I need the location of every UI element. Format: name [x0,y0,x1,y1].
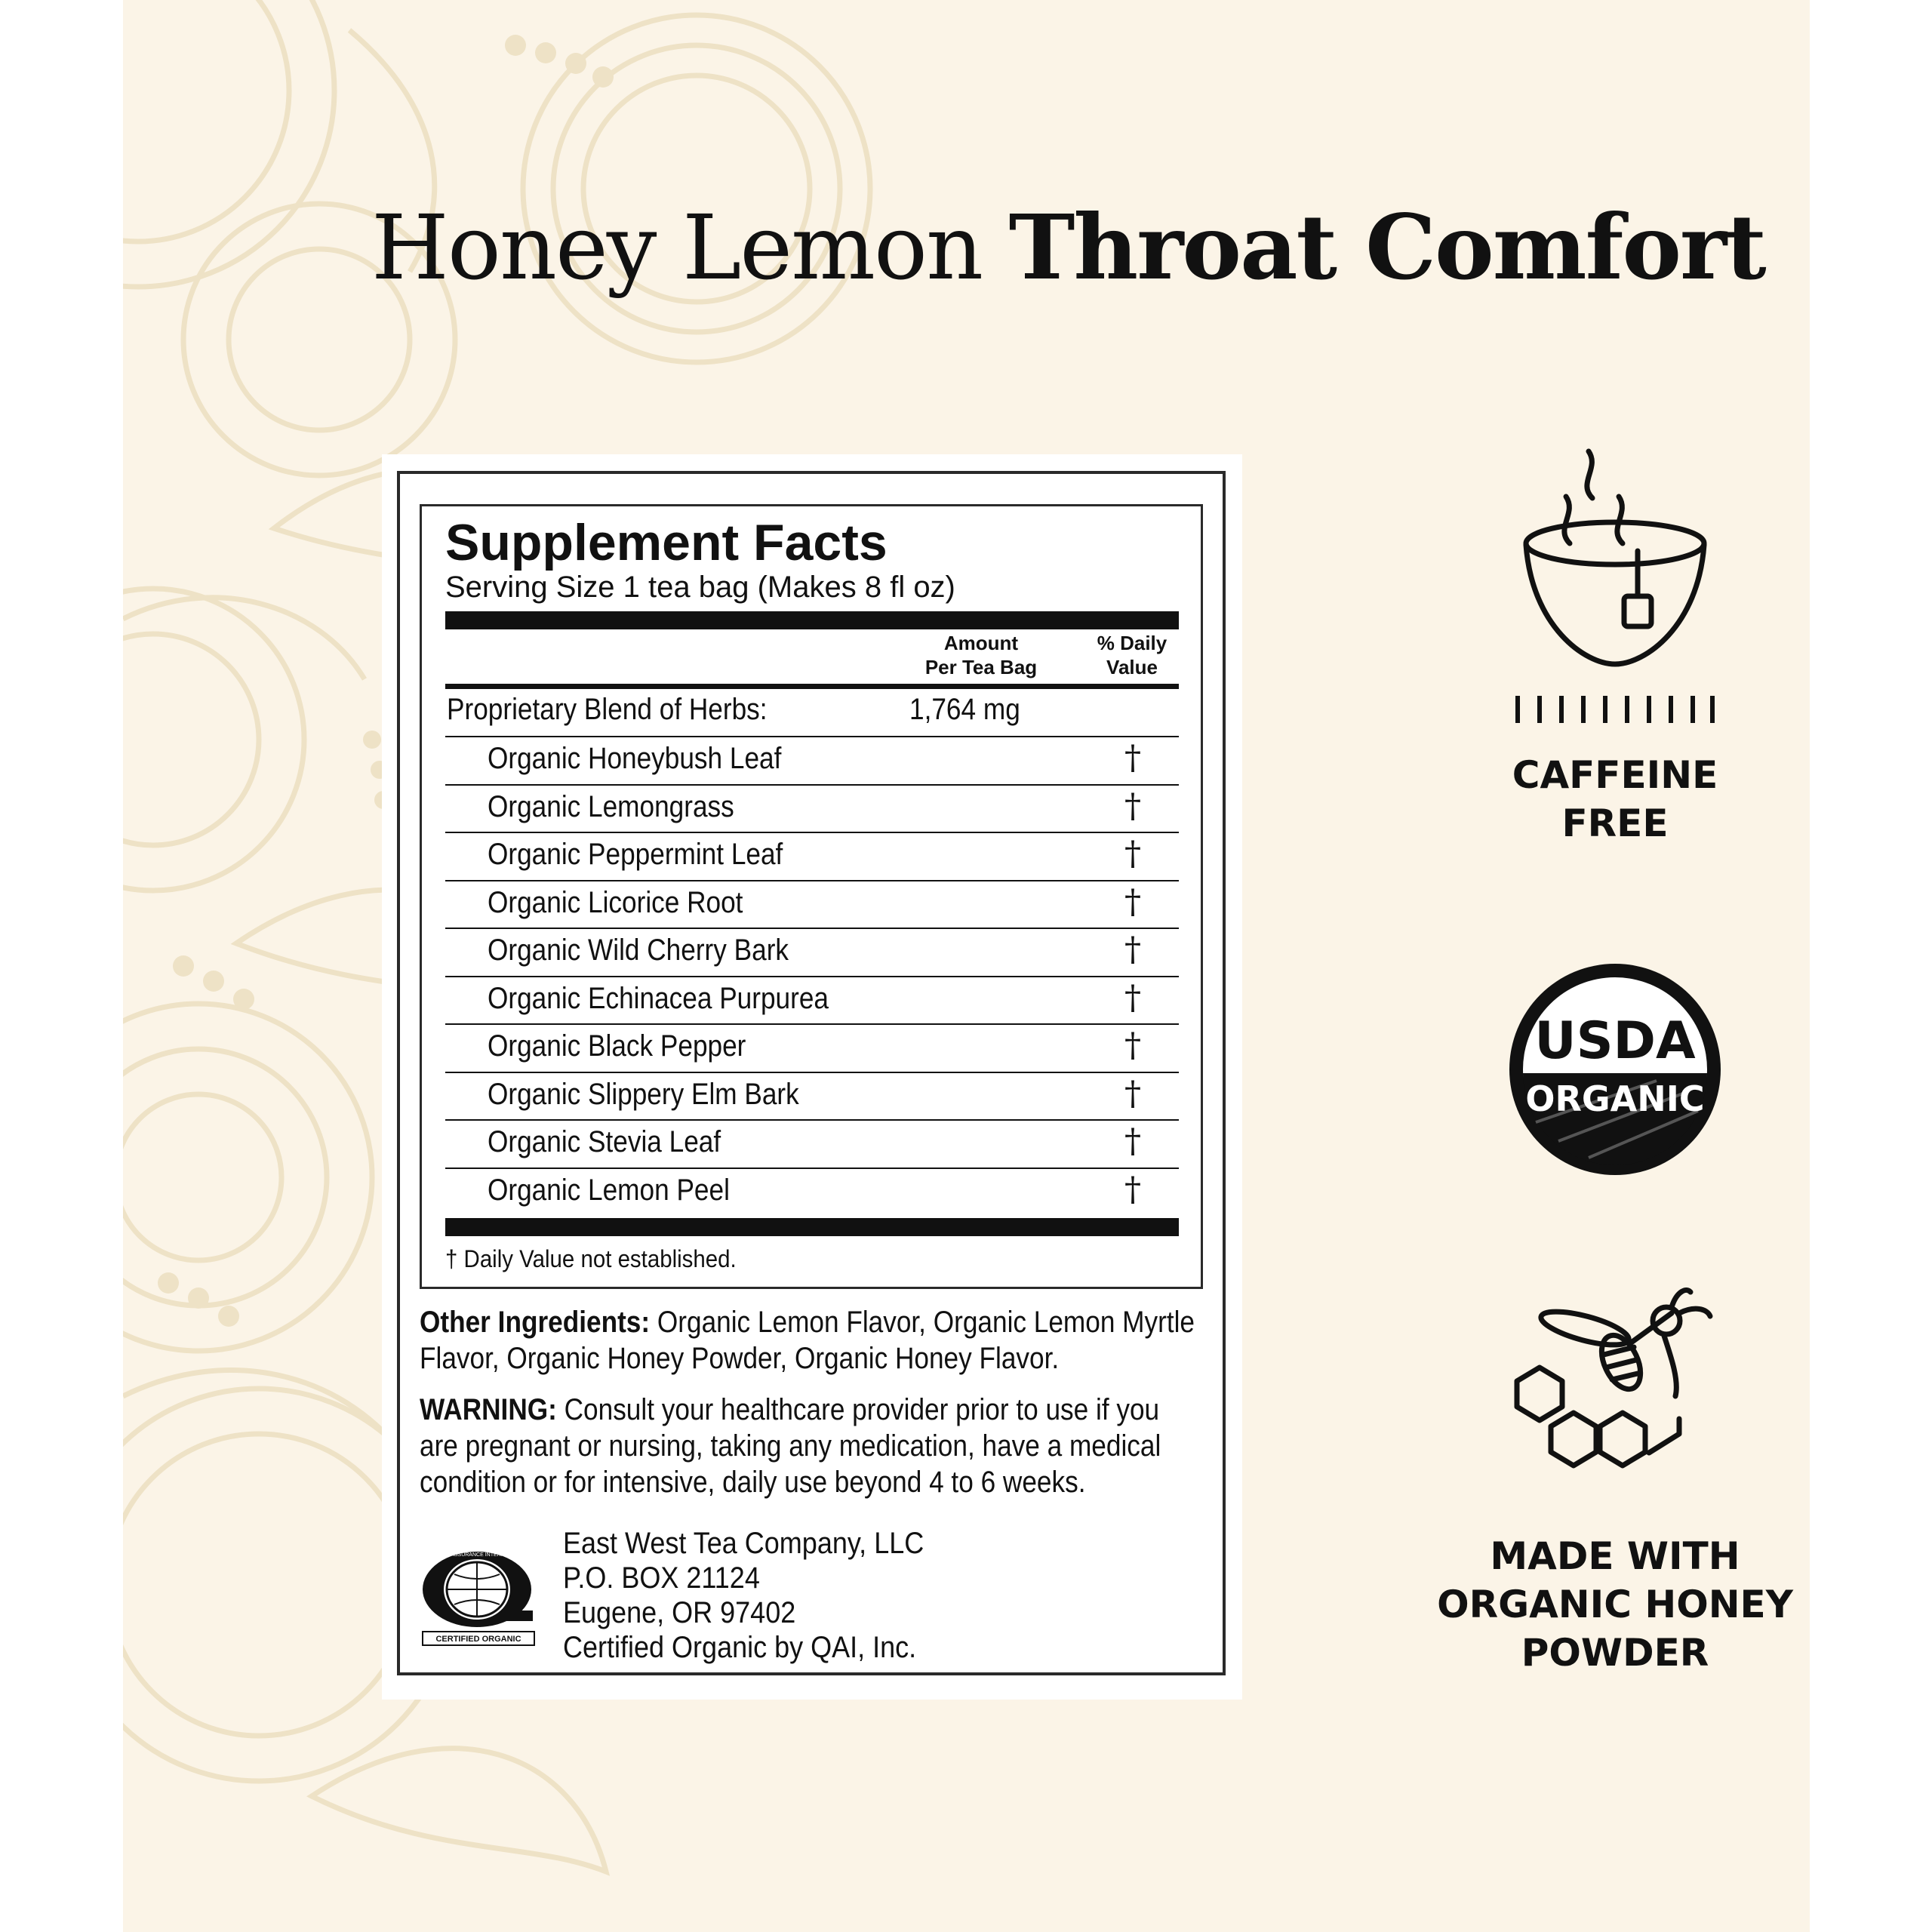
ingredient-name: Organic Lemon Peel [488,1173,730,1207]
other-ingredients-label: Other Ingredients: [420,1306,651,1339]
ingredient-name: Organic Stevia Leaf [488,1125,721,1158]
supplement-facts-heading: Supplement Facts [445,514,888,571]
serving-size: Serving Size 1 tea bag (Makes 8 fl oz) [445,571,955,604]
ingredient-divider [445,976,1179,977]
title-bold: Throat Comfort [1008,195,1765,300]
ingredient-daily-value: † [1124,739,1141,777]
ingredient-name: Organic Slippery Elm Bark [488,1077,799,1111]
caffeine-free-bars-decoration [1513,694,1717,724]
ingredient-name: Organic Echinacea Purpurea [488,981,829,1015]
ingredient-daily-value: † [1124,882,1141,921]
warning [420,1392,1197,1500]
ingredient-daily-value: † [1124,1074,1141,1113]
organic-text: ORGANIC [1525,1078,1705,1119]
qai-seal-icon [421,1550,542,1648]
ingredient-name: Organic Honeybush Leaf [488,742,782,775]
column-header-daily-value: % Daily Value [1097,632,1168,678]
usda-organic-seal-icon [1506,960,1724,1179]
ingredient-name: Organic Black Pepper [488,1029,746,1063]
ingredient-divider [445,1119,1179,1121]
ingredient-divider [445,1168,1179,1169]
ingredient-name: Organic Wild Cherry Bark [488,934,789,967]
warning-text: Consult your healthcare provider prior to use if you are pregnant or nursing, taking any medication, have a medical condition or for intensive, daily use beyond 4 to 6 weeks. [420,1393,1161,1499]
ingredient-name: Organic Licorice Root [488,885,743,919]
organic-honey-label: MADE WITH ORGANIC HONEY POWDER [1437,1534,1793,1675]
company-city: Eugene, OR 97402 [563,1596,796,1629]
product-title [371,195,1765,300]
caffeine-free-label: CAFFEINE FREE [1512,753,1718,845]
ingredient-divider [445,880,1179,881]
warning-label: WARNING: [420,1393,557,1426]
tea-cup-icon [1517,445,1713,672]
ingredient-divider [445,1023,1179,1025]
qai-caption: CERTIFIED ORGANIC [435,1635,521,1644]
company-name: East West Tea Company, LLC [563,1527,924,1560]
other-ingredients-text: Organic Lemon Flavor, Organic Lemon Myrtle Flavor, Organic Honey Powder, Organic Honey Flavor. [420,1306,1195,1375]
header-rule [445,684,1179,689]
ingredient-divider [445,832,1179,833]
qai-ring-text: QUALITY ASSURANCE INTERNATIONAL [426,1552,528,1558]
ingredient-daily-value: † [1124,835,1141,873]
ingredient-daily-value: † [1124,978,1141,1017]
ingredient-divider [445,736,1179,737]
company-po-box: P.O. BOX 21124 [563,1561,760,1595]
ingredient-daily-value: † [1124,1026,1141,1065]
facts-top-bar [445,611,1179,629]
bee-honeycomb-icon [1509,1283,1721,1487]
company-certification: Certified Organic by QAI, Inc. [563,1631,917,1664]
ingredient-divider [445,1072,1179,1073]
title-regular: Honey Lemon [371,195,983,300]
ingredient-divider [445,928,1179,929]
ingredient-daily-value: † [1124,786,1141,826]
ingredient-name: Organic Lemongrass [488,789,734,823]
blend-amount: 1,764 mg [909,693,1020,726]
column-header-amount: Amount Per Tea Bag [924,632,1038,678]
ingredient-name: Organic Peppermint Leaf [488,838,783,871]
ingredient-daily-value: † [1124,1170,1141,1209]
ingredient-daily-value: † [1124,1122,1141,1161]
blend-label: Proprietary Blend of Herbs: [447,693,768,726]
other-ingredients [420,1304,1197,1377]
facts-bottom-bar [445,1218,1179,1236]
daily-value-footnote: † Daily Value not established. [445,1245,737,1272]
ingredient-daily-value: † [1124,931,1141,969]
company-address [563,1526,924,1665]
ingredient-divider [445,784,1179,786]
usda-text: USDA [1534,1011,1696,1071]
